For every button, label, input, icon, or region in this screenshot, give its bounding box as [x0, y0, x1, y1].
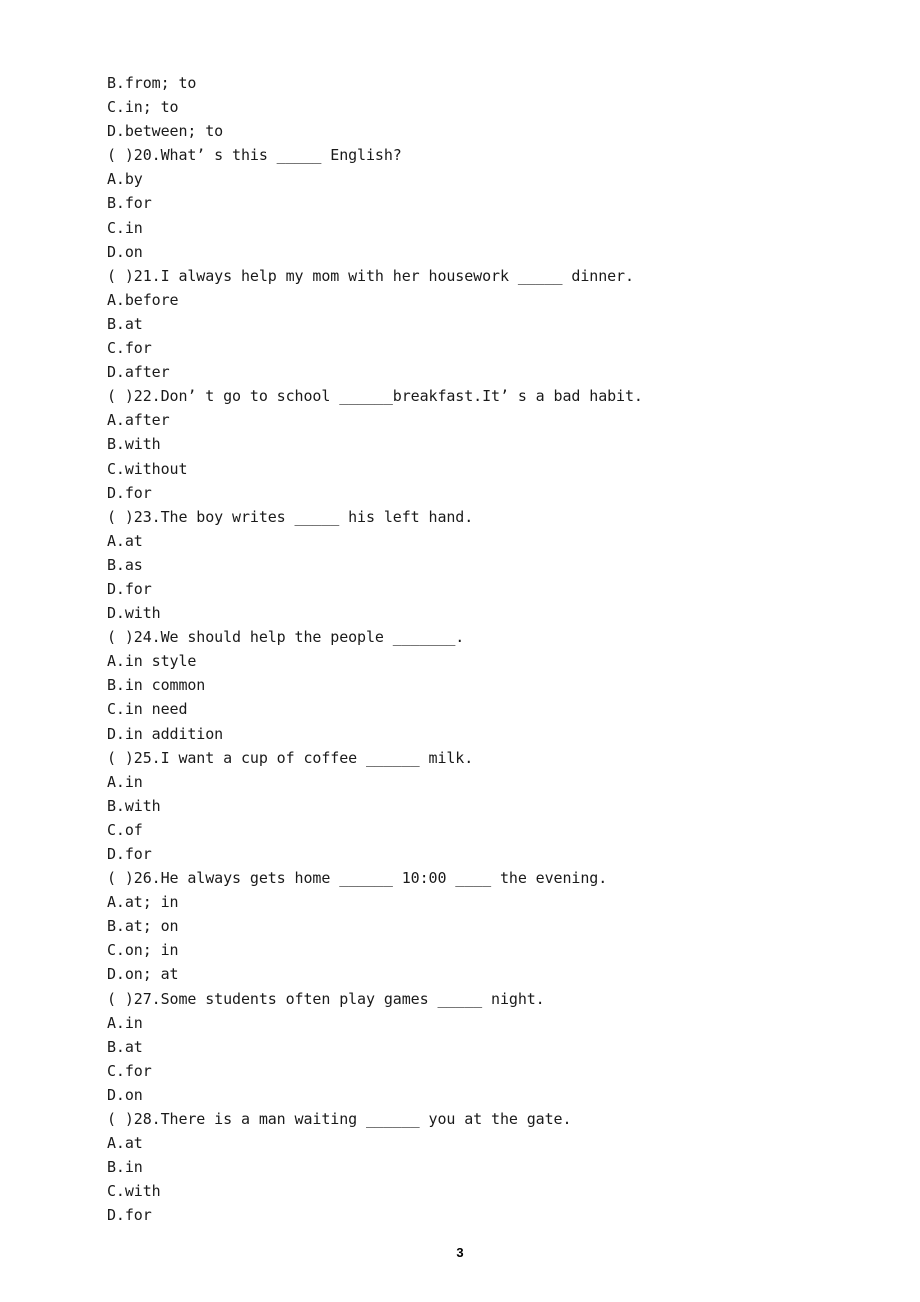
option-line: A.at	[107, 1134, 143, 1153]
question-line: ( )27.Some students often play games _____ night.	[107, 989, 545, 1008]
option-line: A.in	[107, 772, 143, 791]
question-line: ( )25.I want a cup of coffee ______ milk.	[107, 748, 474, 767]
option-line: D.on; at	[107, 965, 179, 984]
question-line: ( )22.Don’ t go to school ______breakfast.It’ s a bad habit.	[107, 387, 643, 406]
option-line: A.by	[107, 170, 143, 189]
option-line: D.with	[107, 604, 161, 623]
page-number: 3	[456, 1245, 464, 1260]
option-line: D.after	[107, 363, 170, 382]
option-line: B.in common	[107, 676, 206, 695]
document-body	[107, 71, 807, 1228]
option-line: B.at; on	[107, 917, 179, 936]
option-line: A.before	[107, 290, 179, 309]
option-line: B.for	[107, 194, 152, 213]
option-line: A.at	[107, 531, 143, 550]
option-line: D.for	[107, 1206, 152, 1225]
option-line: D.between; to	[107, 122, 224, 141]
option-line: B.with	[107, 796, 161, 815]
option-line: B.from; to	[107, 74, 197, 92]
option-line: C.for	[107, 339, 152, 358]
option-line: B.at	[107, 314, 143, 333]
question-line: ( )21.I always help my mom with her housework _____ dinner.	[107, 266, 634, 285]
option-line: B.as	[107, 555, 143, 574]
option-line: A.in	[107, 1013, 143, 1032]
option-line: C.with	[107, 1182, 161, 1201]
option-line: D.for	[107, 579, 152, 598]
option-line: A.after	[107, 411, 170, 430]
option-line: B.at	[107, 1037, 143, 1056]
option-line: C.in need	[107, 700, 188, 719]
option-line: C.in	[107, 218, 143, 237]
option-line: D.for	[107, 483, 152, 502]
question-line: ( )20.What’ s this _____ English?	[107, 146, 402, 165]
option-line: C.for	[107, 1061, 152, 1080]
option-line: D.for	[107, 845, 152, 863]
option-line: C.without	[107, 459, 188, 478]
option-line: D.on	[107, 242, 143, 261]
question-line: ( )23.The boy writes _____ his left hand.	[107, 507, 474, 526]
option-line: C.of	[107, 820, 143, 839]
option-line: B.in	[107, 1158, 143, 1177]
option-line: D.in addition	[107, 724, 224, 743]
option-line: C.on; in	[107, 941, 179, 960]
option-line: C.in; to	[107, 98, 179, 117]
option-line: B.with	[107, 435, 161, 454]
question-line: ( )24.We should help the people _______.	[107, 628, 465, 647]
question-line: ( )26.He always gets home ______ 10:00 ____ the evening.	[107, 869, 608, 888]
option-line: A.at; in	[107, 893, 179, 912]
question-line: ( )28.There is a man waiting ______ you at the gate.	[107, 1110, 572, 1129]
option-line: D.on	[107, 1085, 143, 1104]
option-line: A.in style	[107, 652, 197, 671]
